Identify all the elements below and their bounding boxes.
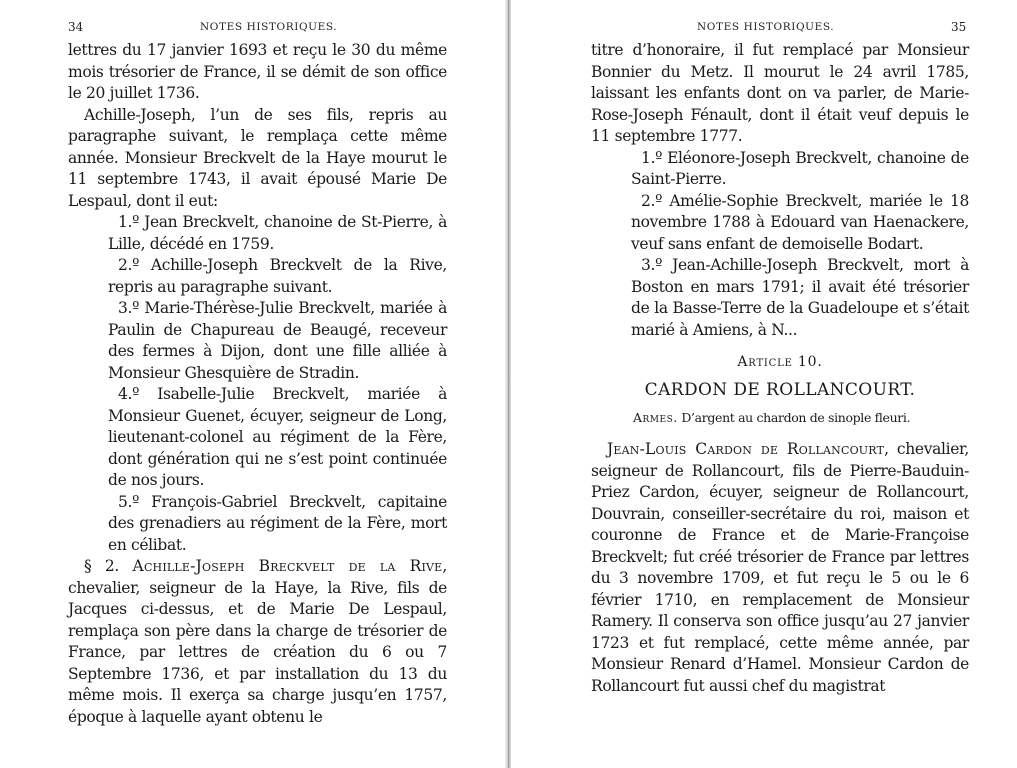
right-page	[511, 0, 1017, 768]
list-item: 1.º Eléonore-Joseph Breckvelt, chanoine de Saint-Pierre.	[631, 148, 969, 188]
page-body	[591, 40, 969, 697]
paragraph: titre d’honoraire, il fut remplacé par Monsieur Bonnier du Metz. Il mourut le 24 avril 1785, laissant les enfants dont on va parler, de Marie-Rose-Joseph Fénault, dont il était veuf depuis le 11 septembre 1777.	[591, 41, 969, 145]
article-label	[591, 352, 969, 374]
list-item: 4.º Isabelle-Julie Breckvelt, mariée à Monsieur Guenet, écuyer, seigneur de Long, lieutenant-colonel au régiment de la Fère, dont génération qui ne s’est point continuée de nos jours.	[108, 385, 447, 489]
paragraph: Achille-Joseph, l’un de ses fils, repris au paragraphe suivant, le remplaça cette même année. Monsieur Breckvelt de la Haye mourut le 11 septembre 1743, il avait épousé Marie De Lespaul, dont il eut:	[68, 105, 447, 210]
person-name: Jean-Louis Cardon de Rollancourt	[607, 440, 885, 458]
page-number: 35	[951, 20, 967, 34]
person-name: Achille-Joseph Breckvelt de la Rive	[132, 557, 443, 575]
armes-label: Armes.	[633, 410, 678, 425]
list-item: 3.º Marie-Thérèse-Julie Breckvelt, mariée à Paulin de Chapureau de Beaugé, receveur des fermes à Dijon, dont une fille alliée à Monsieur Ghesquière de Stradin.	[108, 299, 447, 382]
list-item: 1.º Jean Breckvelt, chanoine de St-Pierre, à Lille, décédé en 1759.	[108, 213, 447, 253]
section-heading: CARDON DE ROLLANCOURT.	[644, 379, 916, 400]
page-body	[68, 40, 447, 728]
paragraph: lettres du 17 janvier 1693 et reçu le 30 du même mois trésorier de France, il se démit de son office le 20 juillet 1736.	[68, 41, 447, 102]
section-marker: § 2.	[84, 557, 120, 575]
section-paragraph	[68, 556, 447, 728]
armes-text: D’argent au chardon de sinople fleuri.	[681, 410, 911, 425]
list-item: 2.º Amélie-Sophie Breckvelt, mariée le 18 novembre 1788 à Edouard van Haenackere, veuf sans enfant de demoiselle Bodart.	[631, 191, 969, 253]
list-item: 2.º Achille-Joseph Breckvelt de la Rive, repris au paragraphe suivant.	[108, 256, 447, 296]
page-number: 34	[68, 20, 84, 34]
running-title: NOTES HISTORIQUES.	[697, 21, 835, 33]
list-item: 5.º François-Gabriel Breckvelt, capitaine des grenadiers au régiment de la Fère, mort en célibat.	[108, 492, 447, 554]
left-page	[0, 0, 506, 768]
paragraph	[591, 439, 969, 697]
section-text: , chevalier, seigneur de la Haye, la Rive, fils de Jacques ci-dessus, et de Marie De Lespaul, remplaça son père dans la charge de trésorier de France, par lettres de création du 6 ou 7 Septembre 1736, et par installation du 13 du même mois. Il exerça sa charge jusqu’en 1757, époque à laquelle ayant obtenu le	[68, 557, 447, 726]
running-header	[511, 20, 1017, 36]
article-label-text: Article 10.	[737, 354, 823, 370]
running-title: NOTES HISTORIQUES.	[200, 21, 338, 33]
running-header	[0, 20, 506, 36]
list-item: 3.º Jean-Achille-Joseph Breckvelt, mort à Boston en mars 1791; il avait été trésorier de la Basse-Terre de la Guadeloupe et s’était marié à Amiens, à N...	[631, 256, 969, 339]
body-text: , chevalier, seigneur de Rollancourt, fils de Pierre-Bauduin-Priez Cardon, écuyer, seigneur de Rollancourt, Douvrain, conseiller-secrétaire du roi, maison et couronne de France et de Marie-Françoise Breckvelt; fut créé trésorier de France par lettres du 3 novembre 1709, et fut reçu le 5 ou le 6 février 1710, en remplacement de Monsieur Ramery. Il conserva son office jusqu’au 27 janvier 1723 et fut remplacé, cette même année, par Monsieur Renard d’Hamel. Monsieur Cardon de Rollancourt fut aussi chef du magistrat	[591, 440, 969, 695]
coat-of-arms-line	[591, 409, 969, 427]
